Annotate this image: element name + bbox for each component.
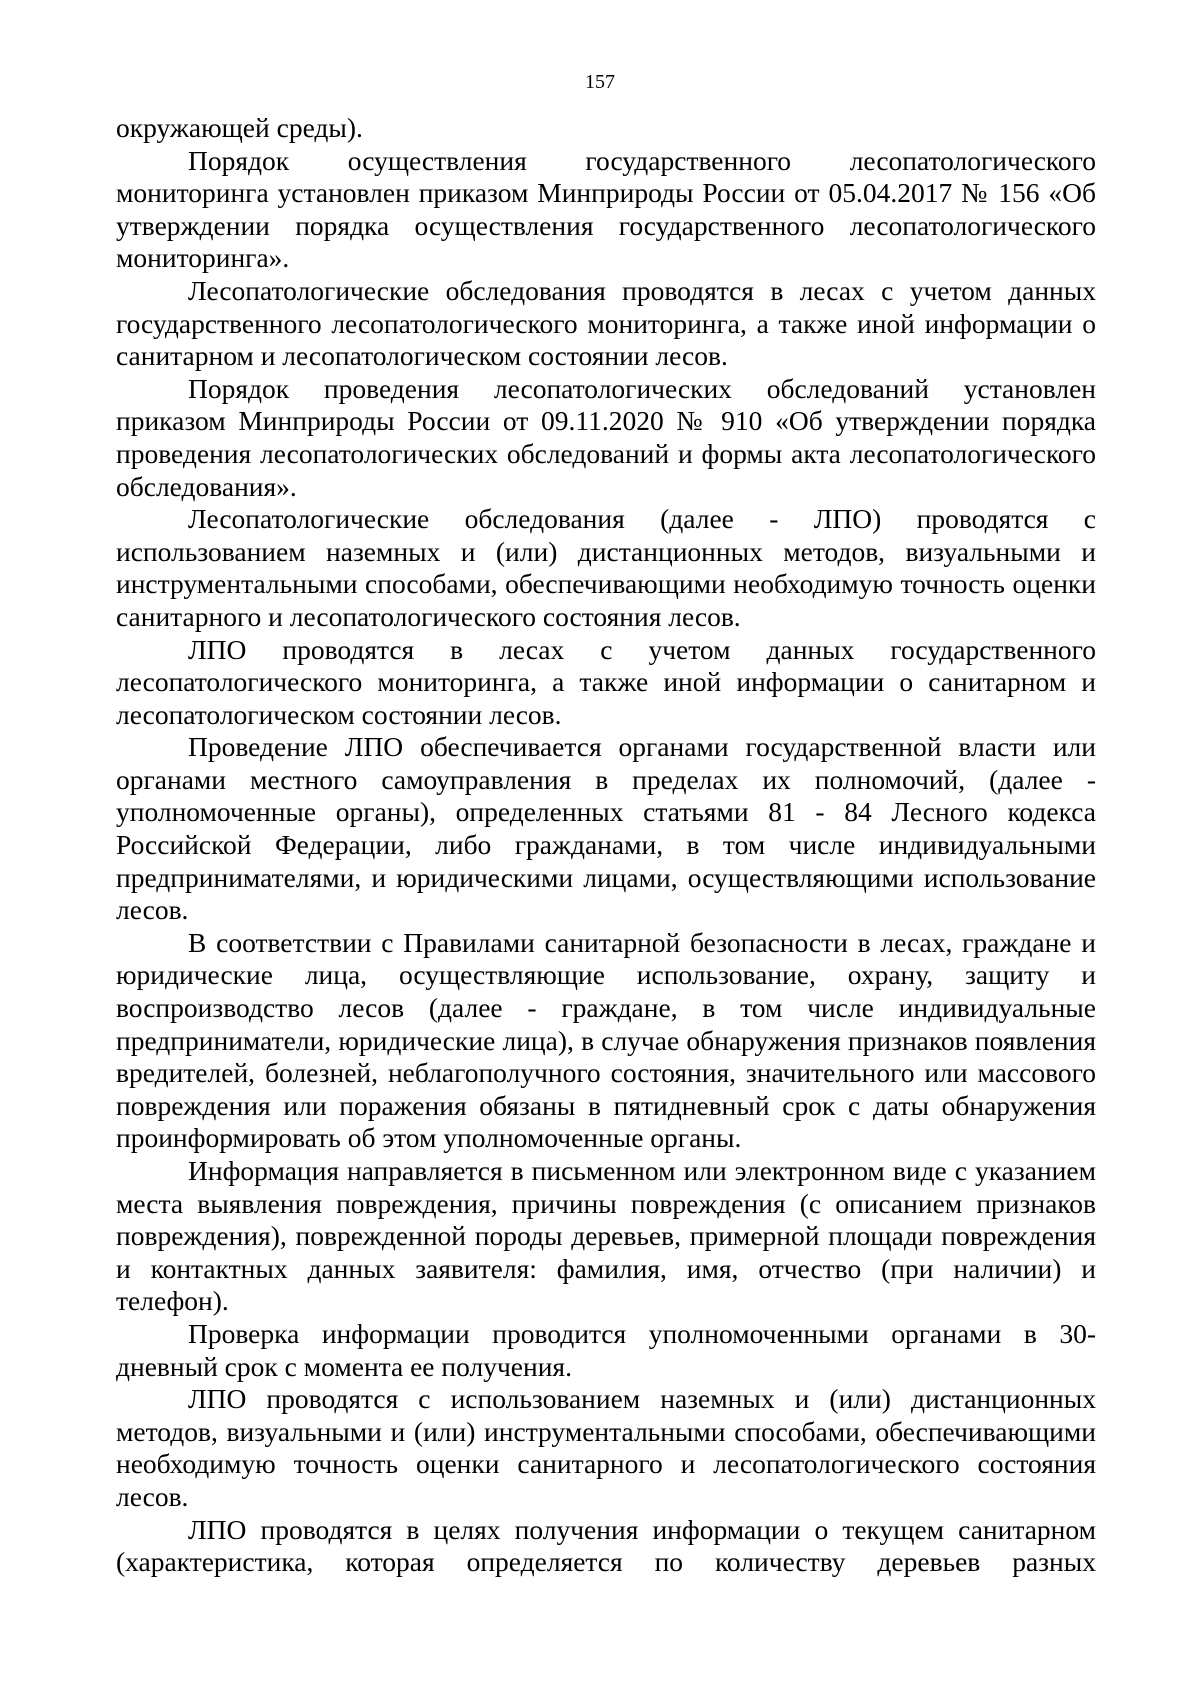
paragraph: ЛПО проводятся с использованием наземных и (или) дистанционных методов, визуальными и (или) инструментальными способами, обеспечивающими необходимую точность оценки санитарного и лесопатологического состояния лесов. [116, 1383, 1096, 1512]
body-text [116, 112, 1096, 1579]
paragraph: В соответствии с Правилами санитарной безопасности в лесах, граждане и юридические лица, осуществляющие использование, охрану, защиту и воспроизводство лесов (далее - граждане, в том числе индивидуальные предприниматели, юридические лица), в случае обнаружения признаков появления вредителей, болезней, неблагополучного состояния, значительного или массового повреждения или поражения обязаны в пятидневный срок с даты обнаружения проинформировать об этом уполномоченные органы. [116, 926, 1096, 1154]
paragraph: ЛПО проводятся в целях получения информации о текущем санитарном (характеристика, которая определяется по количеству деревьев разных [116, 1513, 1096, 1578]
paragraph: Проверка информации проводится уполномоченными органами в 30-дневный срок с момента ее получения. [116, 1317, 1096, 1382]
paragraph: Порядок проведения лесопатологических обследований установлен приказом Минприроды России от 09.11.2020 № 910 «Об утверждении порядка проведения лесопатологических обследований и формы акта лесопатологического обследования». [116, 372, 1096, 502]
paragraph: Информация направляется в письменном или электронном виде с указанием места выявления повреждения, причины повреждения (с описанием признаков повреждения), поврежденной породы деревьев, примерной площади повреждения и контактных данных заявителя: фамилия, имя, отчество (при наличии) и телефон). [116, 1155, 1096, 1317]
paragraph: Проведение ЛПО обеспечивается органами государственной власти или органами местного самоуправления в пределах их полномочий, (далее - уполномоченные органы), определенных статьями 81 - 84 Лесного кодекса Российской Федерации, либо гражданами, в том числе индивидуальными предпринимателями, и юридическими лицами, осуществляющими использование лесов. [116, 731, 1096, 926]
paragraph: Порядок осуществления государственного лесопатологического мониторинга установлен приказом Минприроды России от 05.04.2017 № 156 «Об утверждении порядка осуществления государственного лесопатологического мониторинга». [116, 144, 1096, 274]
paragraph: Лесопатологические обследования (далее - ЛПО) проводятся с использованием наземных и (или) дистанционных методов, визуальными и инструментальными способами, обеспечивающими необходимую точность оценки санитарного и лесопатологического состояния лесов. [116, 503, 1096, 632]
paragraph: Лесопатологические обследования проводятся в лесах с учетом данных государственного лесопатологического мониторинга, а также иной информации о санитарном и лесопатологическом состоянии лесов. [116, 274, 1096, 372]
paragraph: окружающей среды). [116, 112, 363, 143]
paragraph: ЛПО проводятся в лесах с учетом данных государственного лесопатологического мониторинга, а также иной информации о санитарном и лесопатологическом состоянии лесов. [116, 633, 1096, 730]
page-number: 157 [585, 71, 615, 93]
